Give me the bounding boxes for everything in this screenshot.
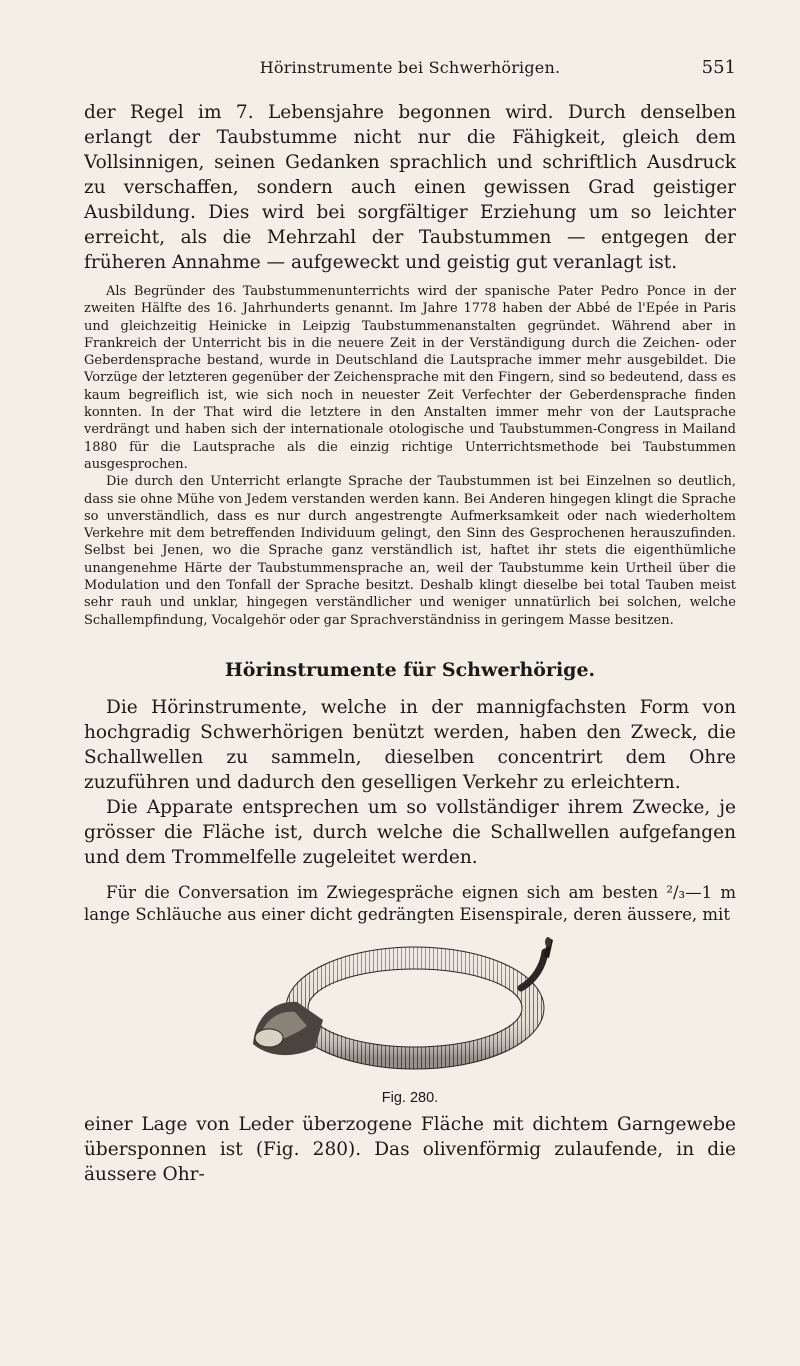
small-print-paragraph-2: Die durch den Unterricht erlangte Sprache der Taubstummen ist bei Einzelnen so deutlich, dass sie ohne Mühe von Jedem verstanden werden kann. Bei Anderen hingegen klingt die Sprache so unverständlich, dass es nur durch angestrengte Aufmerksamkeit oder nach wiederholtem Verkehre mit dem betreffenden Individuum gelingt, den Sinn des Gesprochenen herauszufinden. Selbst bei Jenen, wo die Sprache ganz verständlich ist, haftet ihr stets die eigenthümliche unangenehme Härte der Taubstummensprache an, weil der Taubstumme kein Urtheil über die Modulation und den Tonfall der Sprache besitzt. Deshalb klingt dieselbe bei total Tauben meist sehr rauh und unklar, hingegen verständlicher und weniger unnatürlich bei solchen, welche Schallempfindung, Vocalgehör oder gar Sprachverständniss in geringem Masse besitzen.	[84, 474, 736, 628]
after-figure-paragraph: einer Lage von Leder überzogene Fläche mit dichtem Garngewebe übersponnen ist (Fig. 280). Das olivenförmig zulaufende, in die äussere Ohr-	[84, 1113, 736, 1185]
bell-mouthpiece	[253, 1002, 323, 1055]
spiral-ear-tube-illustration	[245, 936, 575, 1086]
section-paragraph-3: Für die Conversation im Zwiegespräche eignen sich am besten ²/₃—1 m lange Schläuche aus einer dicht gedrängten Eisenspirale, deren äussere, mit	[84, 882, 736, 924]
intro-paragraph: der Regel im 7. Lebensjahre begonnen wird. Durch denselben erlangt der Taubstumme nicht nur die Fähigkeit, gleich dem Vollsinnigen, seinen Gedanken sprachlich und schriftlich Ausdruck zu verschaffen, sondern auch einen gewissen Grad geistiger Ausbildung. Dies wird bei sorgfältiger Erziehung um so leichter erreicht, als die Mehrzahl der Taubstummen — entgegen der früheren Annahme — aufgeweckt und geistig gut veranlagt ist.	[84, 102, 736, 273]
page-number: 551	[701, 57, 736, 78]
figure-caption: Fig. 280.	[381, 1089, 439, 1106]
small-print-paragraph-1: Als Begründer des Taubstummenunterrichts wird der spanische Pater Pedro Ponce in der zweiten Hälfte des 16. Jahrhunderts genannt. Im Jahre 1778 haben der Abbé de l'Epée in Paris und gleichzeitig Heinicke in Leipzig Taubstummenanstalten gegründet. Während aber in Frankreich der Unterricht bis in die neuere Zeit in der Verständigung durch die Zeichen- oder Geberdensprache bestand, wurde in Deutschland die Lautsprache immer mehr ausgebildet. Die Vorzüge der letzteren gegenüber der Zeichensprache mit den Fingern, sind so bedeutend, dass es kaum begreiflich ist, wie sich noch in neuester Zeit Verfechter der Geberdensprache finden konnten. In der That wird die letztere in den Anstalten immer mehr von der Lautsprache verdrängt und haben sich der internationale otologische und Taubstummen-Congress in Mailand 1880 für die Lautsprache als die einzig richtige Unterrichtsmethode bei Taubstummen ausgesprochen.	[84, 284, 736, 472]
section-heading: Hörinstrumente für Schwerhörige.	[224, 658, 596, 681]
running-head	[84, 0, 736, 78]
figure-280	[84, 936, 736, 1106]
main-text	[84, 100, 736, 1187]
section-paragraph-2: Die Apparate entsprechen um so vollständiger ihrem Zwecke, je grösser die Fläche ist, durch welche die Schallwellen aufgefangen und dem Trommelfelle zugeleitet werden.	[84, 796, 736, 868]
running-title: Hörinstrumente bei Schwerhörigen.	[259, 58, 561, 77]
section-paragraph-1: Die Hörinstrumente, welche in der mannigfachsten Form von hochgradig Schwerhörigen benützt werden, haben den Zweck, die Schallwellen zu sammeln, dieselben concentrirt dem Ohre zuzuführen und dadurch den geselligen Verkehr zu erleichtern.	[84, 696, 736, 793]
